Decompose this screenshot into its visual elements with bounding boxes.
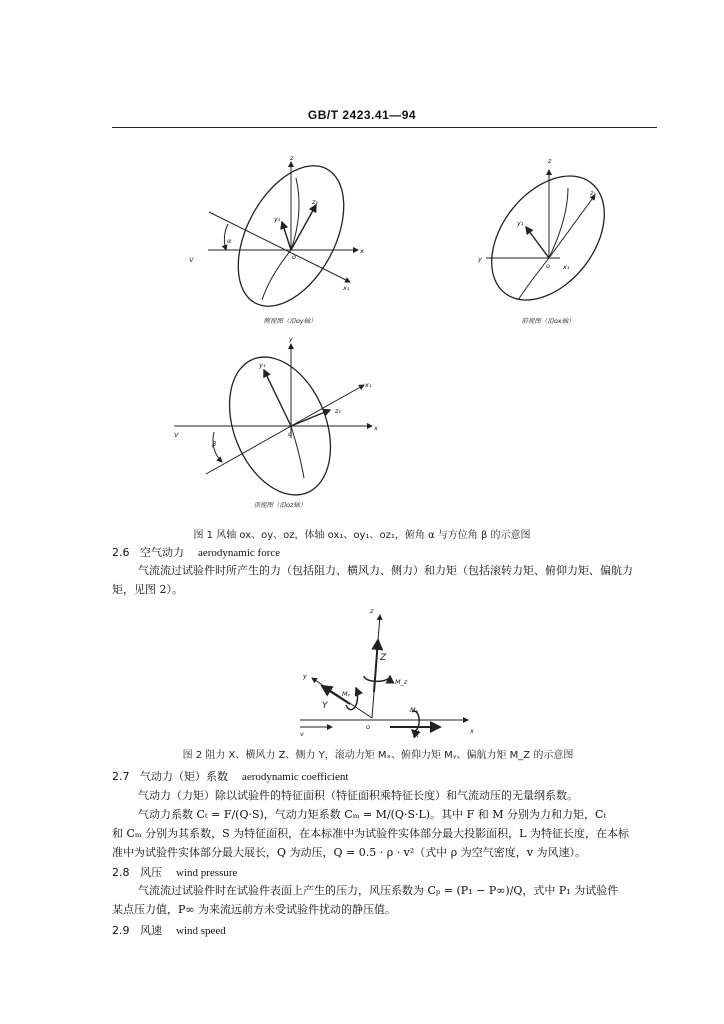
section-2-7-para2-line2: 和 Cₘ 分别为其系数，S 为特征面积，在本标准中为试验件实体部分最大投影面积，L 为特征长度，在本标 (112, 827, 629, 840)
section-number: 2.6 (112, 546, 130, 559)
fig2-label-o: o (366, 723, 370, 731)
fig2-label-mx: Mₓ (410, 706, 419, 714)
fig2-label-v: v (300, 730, 304, 738)
section-title-cn: 风压 (140, 866, 162, 879)
fig2-label-y-force: Y (322, 701, 328, 711)
section-2-7-para2-line1: 气动力系数 Cₜ = F/(Q·S)，气动力矩系数 Cₘ = M/(Q·S·L)。其中 F 和 M 分别为力和力矩，Cₜ (138, 808, 607, 821)
section-title-en: wind pressure (176, 867, 238, 879)
fig1-v3-label-z1: z₁ (335, 407, 342, 415)
fig1-v3-label-beta: β (212, 440, 217, 448)
fig1-v2-label-x1: x₁ (563, 263, 570, 271)
section-number: 2.9 (112, 924, 130, 937)
fig1-v1-label-x: x (360, 247, 364, 255)
figure2-caption: 图 2 阻力 X、横风力 Z、侧力 Y，滚动力矩 Mₓ、俯仰力矩 Mᵧ、偏航力矩 M_Z 的示意图 (182, 750, 574, 761)
section-2-8-heading (112, 864, 237, 880)
section-title-cn: 气动力（矩）系数 (140, 770, 228, 783)
figure-2 (0, 600, 724, 765)
fig2-label-z-force: Z (380, 653, 387, 663)
section-title-cn: 风速 (140, 924, 162, 937)
standard-code-header: GB/T 2423.41—94 (307, 108, 417, 122)
section-2-8-para-line1: 气流流过试验件时在试验件表面上产生的压力，风压系数为 Cₚ = (P₁ − P∞)/Q，式中 P₁ 为试验件 (138, 884, 619, 897)
fig1-v3-label-y: y (289, 335, 293, 343)
fig1-v3-label-x1: x₁ (365, 381, 372, 389)
fig1-v2-label-z: z (548, 157, 552, 165)
section-title-en: aerodynamic force (198, 547, 281, 559)
section-2-6-para-line1: 气流流过试验件时所产生的力（包括阻力、横风力、侧力）和力矩（包括滚转力矩、俯仰力矩、偏航力 (138, 564, 633, 577)
figure-1 (0, 130, 724, 550)
section-2-6-para-line2: 矩，见图 2）。 (112, 583, 183, 596)
section-title-cn: 空气动力 (140, 546, 184, 559)
fig2-label-x-axis: x (470, 727, 474, 735)
fig1-v2-label-y1: y₁ (517, 219, 524, 227)
fig1-v1-label-x1: x₁ (343, 284, 350, 292)
section-number: 2.7 (112, 770, 130, 783)
figure1-side-view (208, 148, 366, 324)
fig1-v1-label-z: z (290, 154, 294, 162)
fig1-view2-caption: 前视图（沿ox轴） (521, 317, 575, 325)
fig2-label-y-axis: y (303, 672, 307, 680)
section-2-9-heading (112, 922, 226, 938)
section-number: 2.8 (112, 866, 130, 879)
fig1-v3-label-v: V (174, 431, 179, 439)
figure1-caption: 图 1 风轴 ox、oy、oz，体轴 ox₁、oy₁、oz₁，俯角 α 与方位角 β 的示意图 (193, 530, 531, 541)
section-2-8-para-line2: 某点压力值，P∞ 为来流远前方未受试验件扰动的静压值。 (112, 903, 397, 916)
section-2-7-para1: 气动力（力矩）除以试验件的特征面积（特征面积乘特征长度）和气流动压的无量纲系数。 (138, 789, 578, 802)
section-title-en: wind speed (176, 925, 226, 937)
fig1-v3-label-o: o (288, 430, 292, 438)
fig1-v2-label-y: y (478, 255, 482, 263)
fig1-v1-label-o: o (292, 253, 296, 261)
fig2-label-mz: M_z (395, 678, 408, 686)
section-2-6-heading (112, 544, 280, 560)
fig1-v1-label-z1: z₁ (312, 198, 319, 206)
fig2-label-my: Mᵧ (342, 690, 351, 698)
figure1-top-view (174, 342, 372, 510)
fig1-view1-caption: 侧视图（沿oy轴） (263, 317, 317, 325)
fig1-v2-label-z1: z₁ (590, 189, 597, 197)
fig1-v2-label-o: o (546, 262, 550, 270)
fig1-v3-label-y1: y₁ (259, 361, 266, 369)
fig2-label-z-axis: z (370, 607, 374, 615)
fig1-v1-label-v: V (189, 256, 194, 264)
fig1-v1-label-y1: y₁ (274, 215, 281, 223)
header-rule (112, 127, 657, 128)
fig1-v1-label-alpha: α (227, 237, 232, 245)
section-2-7-heading (112, 768, 348, 784)
fig1-v3-label-x: x (374, 424, 378, 432)
fig1-view3-caption: 顶视图（沿oz轴） (253, 501, 307, 509)
section-2-7-para2-line3: 准中为试验件实体部分最大展长，Q 为动压，Q = 0.5 · ρ · v²（式中 ρ 为空气密度，v 为风速）。 (112, 846, 586, 859)
fig2-label-x-force: X (413, 730, 420, 740)
figure1-front-view (469, 155, 628, 322)
section-title-en: aerodynamic coefficient (242, 771, 349, 783)
